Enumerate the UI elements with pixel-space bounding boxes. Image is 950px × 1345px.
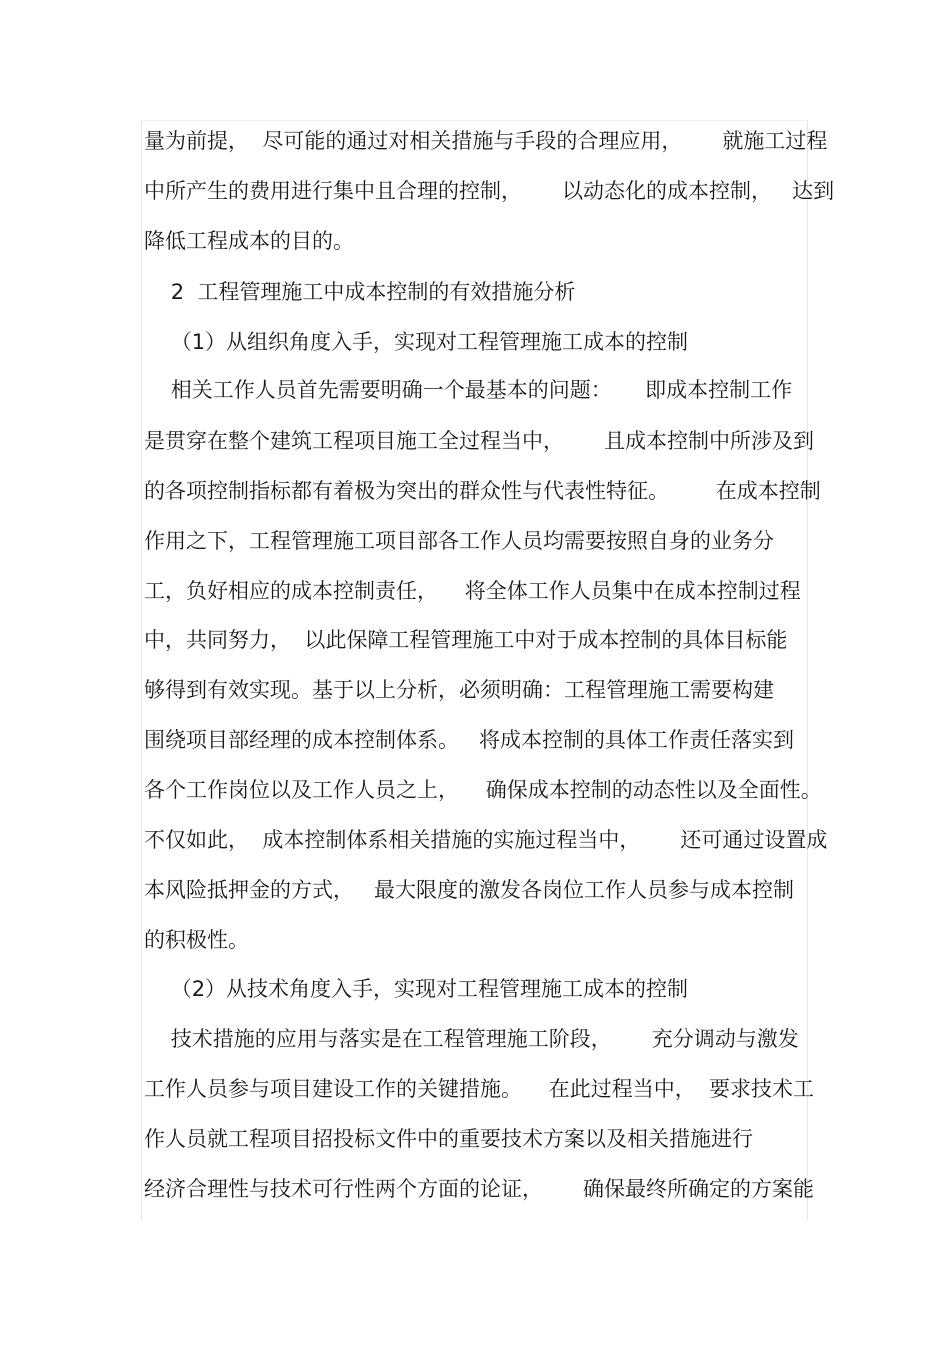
text-line: 降低工程成本的目的。 bbox=[144, 229, 354, 253]
text-line: 的积极性。 bbox=[144, 928, 249, 952]
text-line: 的各项控制指标都有着极为突出的群众性与代表性特征。 在成本控制 bbox=[144, 479, 821, 503]
text-line: 中，共同努力， 以此保障工程管理施工中对于成本控制的具体目标能 bbox=[144, 628, 788, 652]
text-line: 中所产生的费用进行集中且合理的控制， 以动态化的成本控制， 达到 bbox=[144, 179, 835, 203]
text-line: 作人员就工程项目招投标文件中的重要技术方案以及相关措施进行 bbox=[144, 1127, 753, 1151]
text-line: 工作人员参与项目建设工作的关键措施。 在此过程当中， 要求技术工 bbox=[144, 1077, 815, 1101]
section-heading: 2 工程管理施工中成本控制的有效措施分析 bbox=[144, 280, 576, 304]
text-line: 技术措施的应用与落实是在工程管理施工阶段， 充分调动与激发 bbox=[144, 1027, 799, 1051]
subsection-heading: （2）从技术角度入手，实现对工程管理施工成本的控制 bbox=[144, 977, 689, 1001]
text-line: 工，负好相应的成本控制责任， 将全体工作人员集中在成本控制过程 bbox=[144, 579, 801, 603]
text-line: 量为前提， 尽可能的通过对相关措施与手段的合理应用， 就施工过程 bbox=[144, 129, 828, 153]
text-line: 围绕项目部经理的成本控制体系。 将成本控制的具体工作责任落实到 bbox=[144, 728, 795, 752]
text-line: 本风险抵押金的方式， 最大限度的激发各岗位工作人员参与成本控制 bbox=[144, 878, 795, 902]
text-line: 是贯穿在整个建筑工程项目施工全过程当中， 且成本控制中所涉及到 bbox=[144, 429, 815, 453]
text-line: 作用之下，工程管理施工项目部各工作人员均需要按照自身的业务分 bbox=[144, 529, 774, 553]
text-line: 经济合理性与技术可行性两个方面的论证， 确保最终所确定的方案能 bbox=[144, 1177, 815, 1201]
subsection-heading: （1）从组织角度入手，实现对工程管理施工成本的控制 bbox=[144, 330, 689, 354]
text-line: 够得到有效实现。基于以上分析，必须明确：工程管理施工需要构建 bbox=[144, 678, 774, 702]
text-line: 不仅如此， 成本控制体系相关措施的实施过程当中， 还可通过设置成 bbox=[144, 828, 828, 852]
text-line: 各个工作岗位以及工作人员之上， 确保成本控制的动态性以及全面性。 bbox=[144, 778, 822, 802]
text-line: 相关工作人员首先需要明确一个最基本的问题： 即成本控制工作 bbox=[144, 378, 793, 402]
